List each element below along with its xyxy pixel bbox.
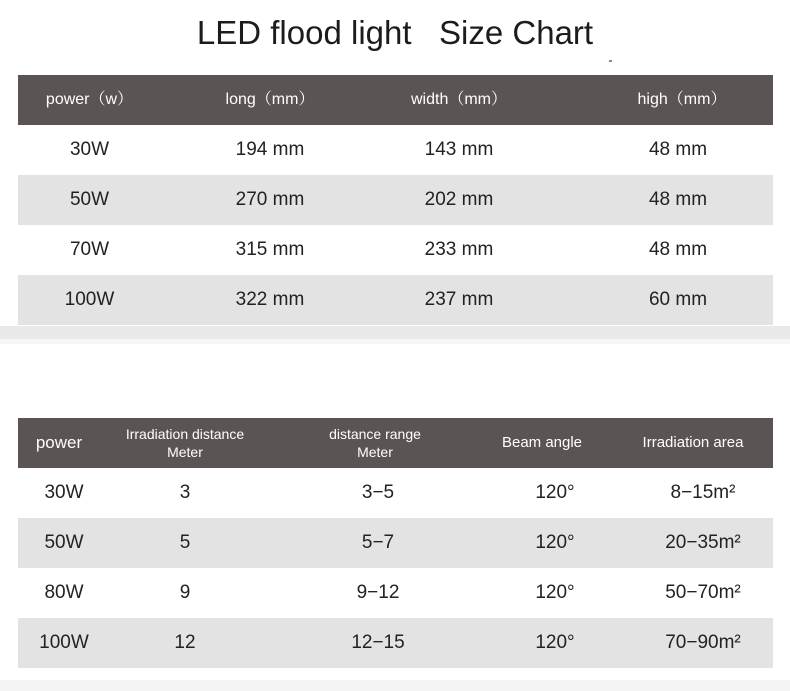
cell-high: 48 mm bbox=[648, 139, 708, 160]
cell-area: 20−35m² bbox=[665, 532, 741, 553]
size-chart-table bbox=[18, 75, 773, 325]
cell-range: 9−12 bbox=[356, 582, 400, 603]
header-distance-range bbox=[300, 418, 450, 468]
header-beam-angle bbox=[482, 418, 602, 468]
beam-table-header bbox=[18, 418, 773, 468]
cell-width: 237 mm bbox=[424, 289, 494, 310]
cell-range: 3−5 bbox=[361, 482, 395, 503]
table-row bbox=[18, 175, 773, 225]
cell-distance: 5 bbox=[179, 532, 191, 553]
section-divider-light bbox=[0, 339, 790, 344]
table-row bbox=[18, 125, 773, 175]
cell-width: 233 mm bbox=[424, 239, 494, 260]
cell-power: 30W bbox=[69, 139, 110, 160]
cell-distance: 3 bbox=[179, 482, 191, 503]
cell-width: 202 mm bbox=[424, 189, 494, 210]
cell-width: 143 mm bbox=[424, 139, 494, 160]
table-row bbox=[18, 618, 773, 668]
page-title: LED flood light Size Chart bbox=[196, 14, 594, 51]
table-row bbox=[18, 468, 773, 518]
cell-long: 315 mm bbox=[235, 239, 305, 260]
header-line1: Irradiation distance bbox=[125, 426, 245, 442]
cell-angle: 120° bbox=[535, 532, 575, 553]
cell-range: 5−7 bbox=[361, 532, 395, 553]
cell-power: 70W bbox=[69, 239, 110, 260]
header-long: long（mm） bbox=[225, 91, 315, 108]
cell-long: 194 mm bbox=[235, 139, 305, 160]
size-table-header bbox=[18, 75, 773, 125]
table-row bbox=[18, 568, 773, 618]
header-high: high（mm） bbox=[637, 91, 727, 108]
header-width: width（mm） bbox=[410, 91, 507, 108]
cell-distance: 9 bbox=[179, 582, 191, 603]
cell-power: 100W bbox=[64, 289, 115, 310]
cell-high: 60 mm bbox=[648, 289, 708, 310]
cell-angle: 120° bbox=[535, 632, 575, 653]
header-power-label: power bbox=[35, 433, 83, 452]
header-line2: Meter bbox=[167, 444, 203, 460]
cell-power: 80W bbox=[44, 582, 84, 603]
header-power bbox=[18, 418, 100, 468]
cell-angle: 120° bbox=[535, 582, 575, 603]
header-line2: Meter bbox=[357, 444, 393, 460]
cell-distance: 12 bbox=[174, 632, 196, 653]
cell-power: 50W bbox=[44, 532, 84, 553]
header-irradiation-distance bbox=[110, 418, 260, 468]
cell-power: 30W bbox=[44, 482, 84, 503]
decorative-dot bbox=[609, 60, 612, 62]
cell-range: 12−15 bbox=[351, 632, 405, 653]
header-line1: distance range bbox=[329, 426, 421, 442]
cell-area: 8−15m² bbox=[670, 482, 736, 503]
cell-power: 100W bbox=[39, 632, 89, 653]
table-row bbox=[18, 275, 773, 325]
cell-area: 50−70m² bbox=[665, 582, 741, 603]
header-irradiation-area-label: Irradiation area bbox=[642, 434, 744, 451]
cell-area: 70−90m² bbox=[665, 632, 741, 653]
cell-high: 48 mm bbox=[648, 189, 708, 210]
cell-power: 50W bbox=[69, 189, 110, 210]
beam-chart-table bbox=[18, 418, 773, 668]
header-irradiation-area bbox=[623, 418, 763, 468]
table-row bbox=[18, 518, 773, 568]
cell-angle: 120° bbox=[535, 482, 575, 503]
header-beam-angle-label: Beam angle bbox=[501, 434, 583, 451]
cell-high: 48 mm bbox=[648, 239, 708, 260]
bottom-strip bbox=[0, 680, 790, 691]
cell-long: 270 mm bbox=[235, 189, 305, 210]
table-row bbox=[18, 225, 773, 275]
cell-long: 322 mm bbox=[235, 289, 305, 310]
header-power: power（w） bbox=[45, 91, 134, 108]
